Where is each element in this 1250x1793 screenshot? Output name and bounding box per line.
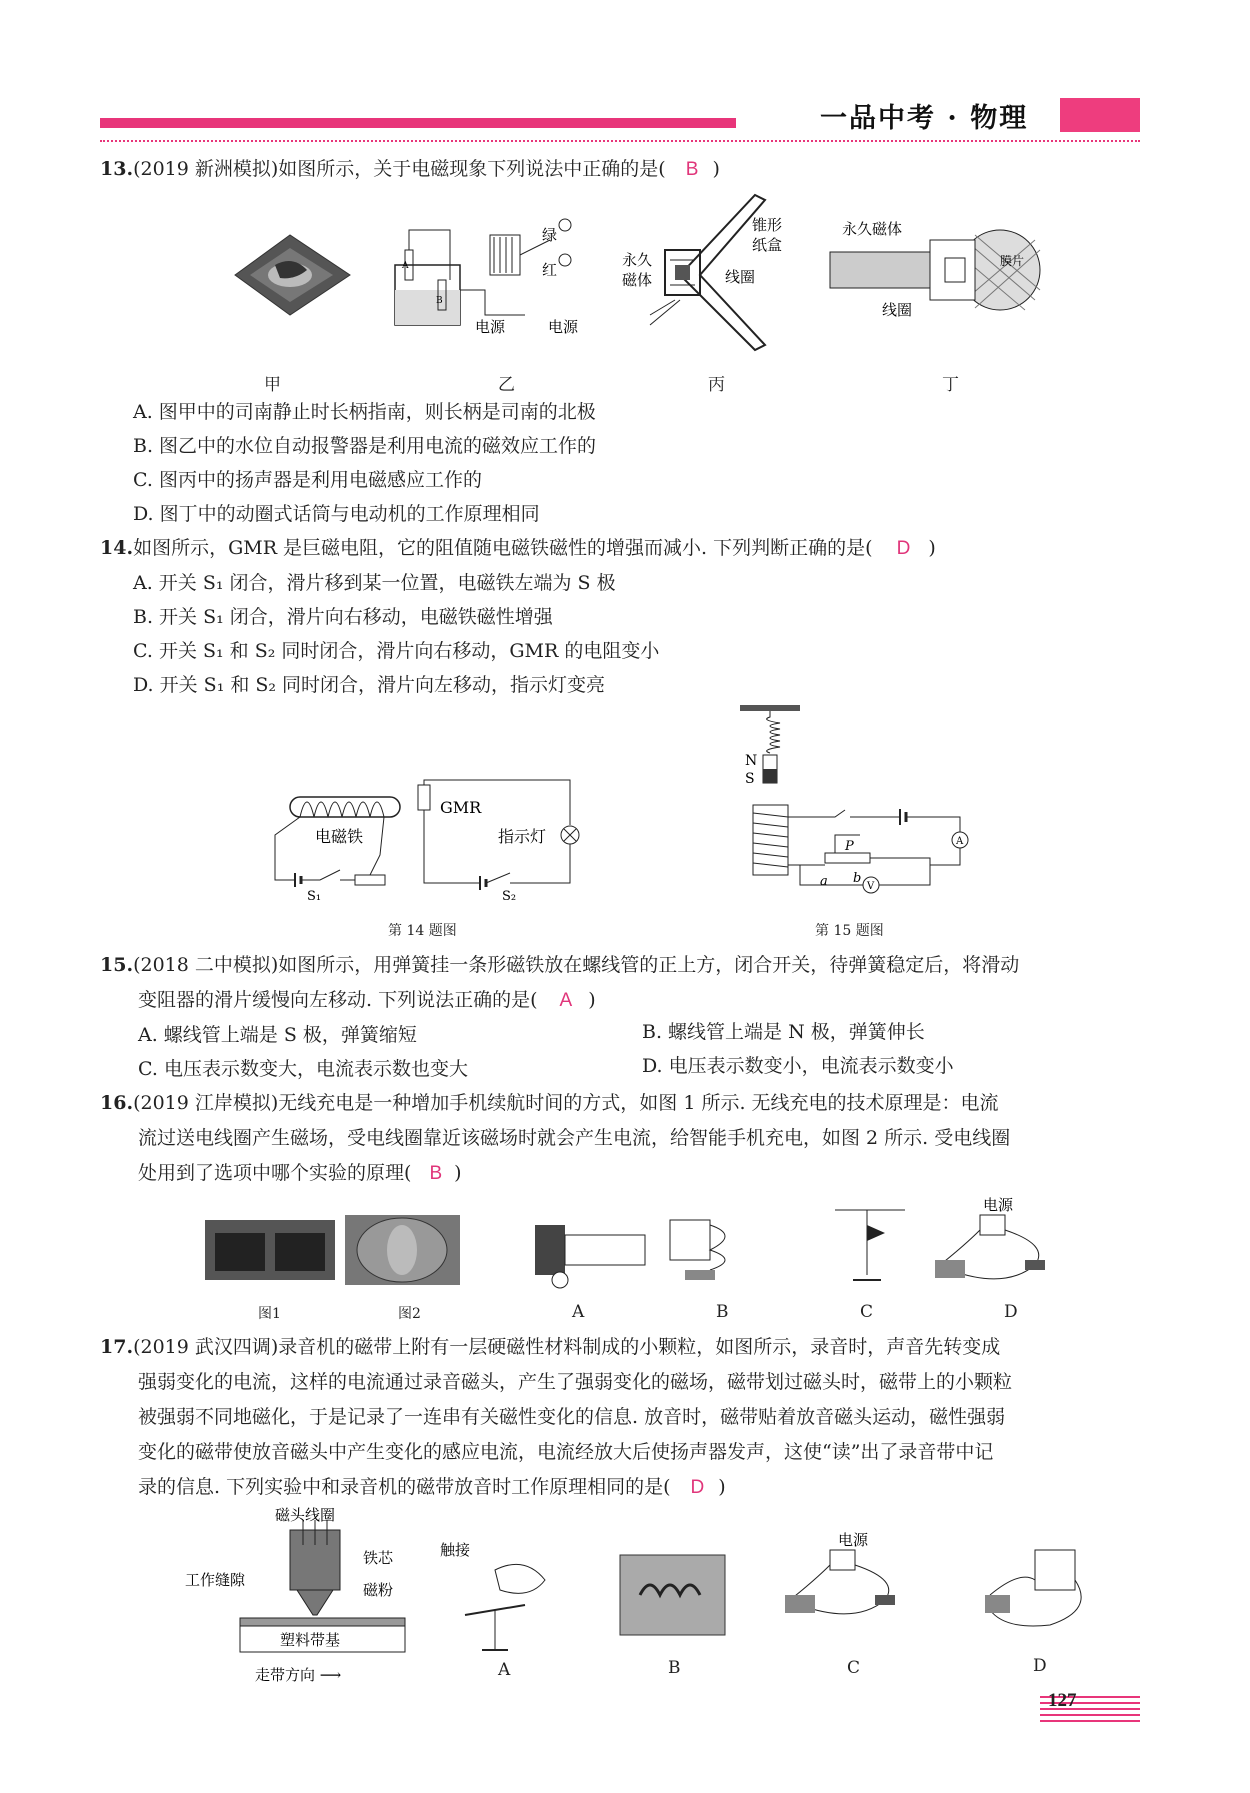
q15-option-d: D. 电压表示数变小，电流表示数变小 (642, 1055, 954, 1077)
label-electromagnet: 电磁铁 (315, 827, 364, 846)
label-power-17: 电源 (838, 1531, 869, 1549)
caption-14: 第 14 题图 (388, 923, 457, 939)
q15-option-b: B. 螺线管上端是 N 极，弹簧伸长 (642, 1021, 925, 1043)
label-s1: S₁ (307, 889, 322, 904)
answer-15: A (559, 990, 573, 1011)
q13-option-b: B. 图乙中的水位自动报警器是利用电流的磁效应工作的 (133, 435, 597, 457)
svg-text:A: A (402, 261, 409, 271)
header-bar (100, 118, 736, 128)
question-17-line4: 变化的磁带使放音磁头中产生变化的感应电流，电流经放大后使扬声器发声，这使“读”出了录音带中记 (138, 1441, 994, 1463)
label-head-coil: 磁头线圈 (275, 1506, 336, 1524)
question-15-stem: 15.(2018 二中模拟)如图所示，用弹簧挂一条形磁铁放在螺线管的正上方，闭合开关，待弹簧稳定后，将滑动 (100, 954, 1020, 976)
label-b: b (853, 871, 862, 886)
fig-label-jia: 甲 (264, 375, 281, 395)
label-diaphragm: 膜片 (1000, 254, 1025, 268)
label-perm: 永久磁体 (842, 220, 903, 238)
q14-option-b: B. 开关 S₁ 闭合，滑片向右移动，电磁铁磁性增强 (133, 606, 553, 628)
q13-option-c: C. 图丙中的扬声器是利用电磁感应工作的 (133, 469, 482, 491)
question-17-line2: 强弱变化的电流，这样的电流通过录音磁头，产生了强弱变化的磁场，磁带划过磁头时，磁带上的小颗粒 (138, 1371, 1013, 1393)
q13-option-d: D. 图丁中的动圈式话筒与电动机的工作原理相同 (133, 503, 540, 525)
figure-17-options (430, 1531, 1170, 1660)
fig-label-yi: 乙 (498, 375, 515, 395)
q14-option-d: D. 开关 S₁ 和 S₂ 同时闭合，滑片向左移动，指示灯变亮 (133, 674, 606, 696)
figure-13-jia (225, 230, 355, 320)
figure-13-bing (620, 190, 783, 350)
label-direction: 走带方向 ⟶ (255, 1666, 342, 1684)
label-base: 塑料带基 (280, 1631, 341, 1649)
fig17-label-d: D (1033, 1656, 1047, 1676)
question-14-stem: 14.如图所示，GMR 是巨磁电阻，它的阻值随电磁铁磁性的增强而减小. 下列判断正确的是( D ) (100, 537, 936, 559)
q15-option-a: A. 螺线管上端是 S 极，弹簧缩短 (138, 1024, 417, 1046)
figure-15-circuit (735, 705, 975, 905)
label-green: 绿 (542, 226, 558, 244)
fig16-label-2: 图2 (398, 1306, 421, 1322)
fig17-label-c: C (847, 1658, 861, 1678)
q13-option-a: A. 图甲中的司南静止时长柄指南，则长柄是司南的北极 (133, 401, 596, 423)
fig-label-ding: 丁 (942, 375, 959, 395)
header-title: 一品中考 · 物理 (820, 103, 1029, 134)
fig16-label-d: D (1004, 1302, 1018, 1322)
label-s2: S₂ (502, 889, 517, 904)
answer-16: B (429, 1163, 443, 1184)
label-n: N (745, 753, 758, 769)
svg-text:B: B (436, 296, 443, 306)
svg-text:A: A (956, 836, 964, 847)
label-touch: 触接 (440, 1541, 471, 1559)
question-13-stem: 13.(2019 新洲模拟)如图所示，关于电磁现象下列说法中正确的是( B ) (100, 158, 720, 180)
label-magnet2: 磁体 (622, 271, 653, 289)
fig17-label-a: A (498, 1660, 511, 1680)
label-gmr: GMR (440, 798, 482, 817)
fig16-label-1: 图1 (258, 1306, 281, 1322)
question-16-line2: 流过送电线圈产生磁场，受电线圈靠近该磁场时就会产生电流，给智能手机充电，如图 2 所示. 受电线圈 (138, 1127, 1011, 1149)
answer-14: D (896, 538, 911, 559)
label-cone2: 纸盒 (752, 236, 783, 254)
q14-option-c: C. 开关 S₁ 和 S₂ 同时闭合，滑片向右移动，GMR 的电阻变小 (133, 640, 660, 662)
label-a: a (820, 874, 828, 889)
fig16-label-a: A (572, 1302, 585, 1322)
svg-text:V: V (867, 881, 875, 892)
label-power2: 电源 (548, 318, 579, 336)
caption-15: 第 15 题图 (815, 923, 884, 939)
label-cone1: 锥形 (752, 216, 783, 234)
fig16-label-b: B (716, 1302, 729, 1322)
label-p: P (845, 839, 854, 854)
fig16-label-c: C (860, 1302, 874, 1322)
label-power1: 电源 (475, 318, 506, 336)
label-lamp: 指示灯 (498, 827, 547, 846)
question-17-line3: 被强弱不同地磁化，于是记录了一连串有关磁性变化的信息. 放音时，磁带贴着放音磁头运动，磁性强弱 (138, 1406, 1006, 1428)
header-divider (100, 140, 1140, 142)
fig17-label-b: B (668, 1658, 681, 1678)
figure-13-ding (830, 220, 1040, 320)
label-magnet1: 永久 (622, 251, 653, 269)
question-16-line1: 16.(2019 江岸模拟)无线充电是一种增加手机续航时间的方式，如图 1 所示. 无线充电的技术原理是：电流 (100, 1092, 999, 1114)
label-coil: 线圈 (725, 268, 756, 286)
q14-option-a: A. 开关 S₁ 闭合，滑片移到某一位置，电磁铁左端为 S 极 (133, 572, 616, 594)
figure-13-yi (390, 205, 579, 336)
figure-16-row (205, 1196, 1135, 1300)
question-15-stem-2: 变阻器的滑片缓慢向左移动. 下列说法正确的是( A ) (138, 989, 596, 1011)
figure-14-circuit (265, 775, 585, 905)
page-number: 127 (1040, 1690, 1140, 1726)
question-17-line1: 17.(2019 武汉四调)录音机的磁带上附有一层硬磁性材料制成的小颗粒，如图所示，录音时，声音先转变成 (100, 1336, 1001, 1358)
answer-17: D (690, 1477, 705, 1498)
label-gap: 工作缝隙 (185, 1571, 246, 1589)
question-17-line5: 录的信息. 下列实验中和录音机的磁带放音时工作原理相同的是( D ) (138, 1476, 726, 1498)
answer-13: B (685, 159, 699, 180)
label-coil2: 线圈 (882, 301, 913, 319)
question-16-line3: 处用到了选项中哪个实验的原理( B ) (138, 1162, 462, 1184)
header-accent-block (1060, 98, 1140, 132)
label-power-16: 电源 (983, 1196, 1014, 1214)
label-s: S (745, 771, 755, 787)
label-core: 铁芯 (363, 1549, 394, 1567)
label-red: 红 (542, 261, 558, 279)
figure-17-tape-head (185, 1505, 415, 1690)
label-powder: 磁粉 (363, 1581, 394, 1599)
fig-label-bing: 丙 (708, 375, 725, 395)
q15-option-c: C. 电压表示数变大，电流表示数也变大 (138, 1058, 468, 1080)
